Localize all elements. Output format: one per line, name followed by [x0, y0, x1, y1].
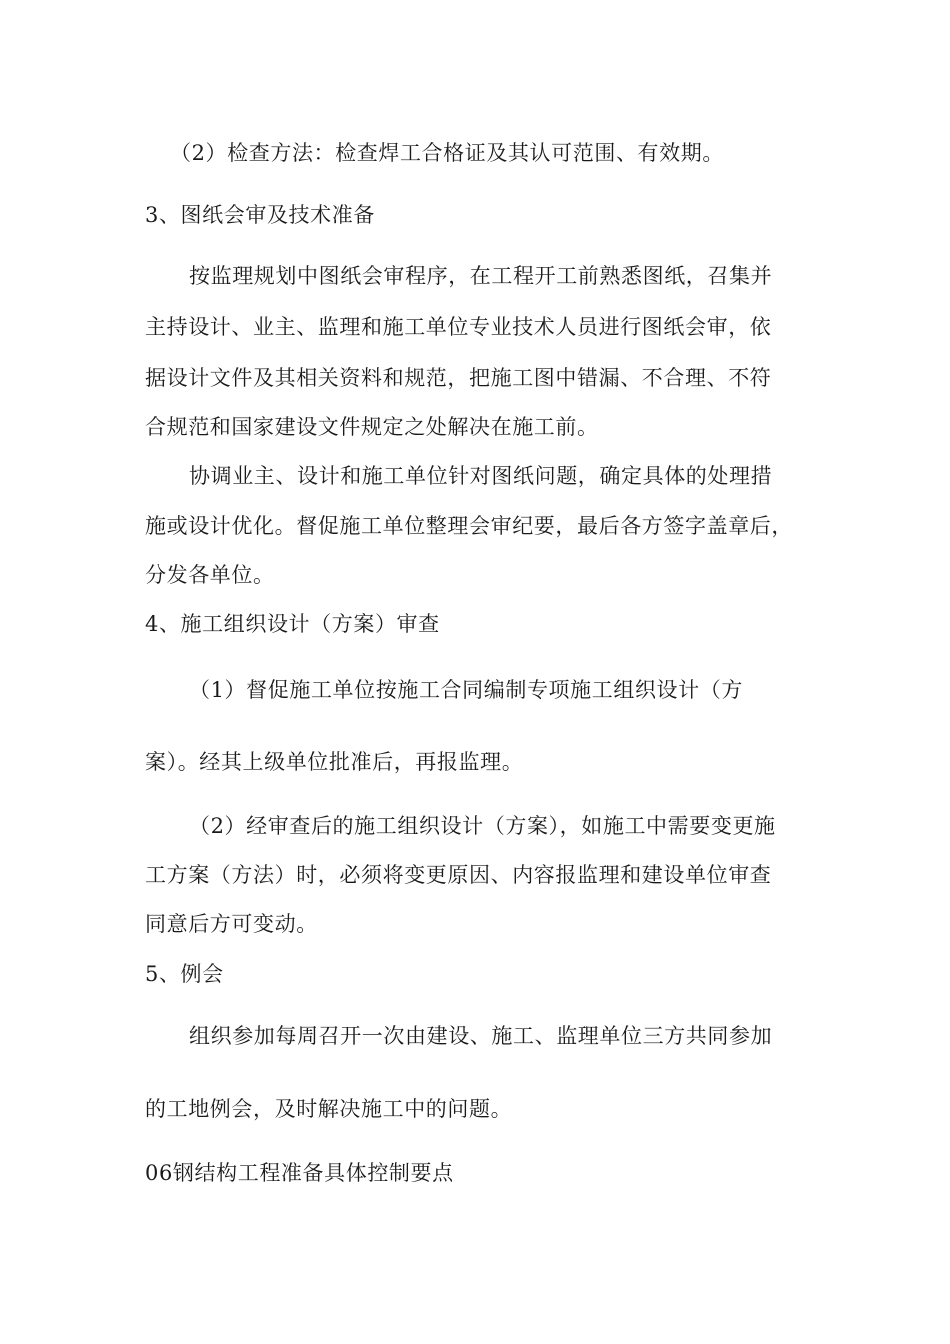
- paragraph-drawing-review-line-4: 合规范和国家建设文件规定之处解决在施工前。: [145, 415, 599, 439]
- heading-steel-structure-control-points: 06钢结构工程准备具体控制要点: [145, 1161, 454, 1185]
- paragraph-supervise-line-2: 案）。经其上级单位批准后，再报监理。: [145, 750, 524, 774]
- paragraph-drawing-review-line-3: 据设计文件及其相关资料和规范，把施工图中错漏、不合理、不符: [145, 366, 772, 390]
- paragraph-drawing-review-line-2: 主持设计、业主、监理和施工单位专业技术人员进行图纸会审，依: [145, 315, 772, 339]
- paragraph-after-review-line-3: 同意后方可变动。: [145, 912, 318, 936]
- paragraph-drawing-review-line-1: 按监理规划中图纸会审程序，在工程开工前熟悉图纸，召集并: [189, 264, 773, 288]
- paragraph-after-review-line-1: （2）经审查后的施工组织设计（方案），如施工中需要变更施: [189, 814, 776, 838]
- paragraph-supervise-line-1: （1）督促施工单位按施工合同编制专项施工组织设计（方: [189, 678, 743, 702]
- paragraph-meeting-line-1: 组织参加每周召开一次由建设、施工、监理单位三方共同参加: [189, 1024, 773, 1048]
- paragraph-meeting-line-2: 的工地例会，及时解决施工中的问题。: [145, 1097, 513, 1121]
- paragraph-inspection-method: （2）检查方法：检查焊工合格证及其认可范围、有效期。: [170, 141, 724, 165]
- paragraph-coordination-line-2: 施或设计优化。督促施工单位整理会审纪要，最后各方签字盖章后，: [145, 514, 793, 538]
- heading-regular-meeting: 5、例会: [145, 962, 224, 986]
- paragraph-coordination-line-1: 协调业主、设计和施工单位针对图纸问题，确定具体的处理措: [189, 464, 773, 488]
- heading-construction-organization-review: 4、施工组织设计（方案）审查: [145, 612, 440, 636]
- paragraph-coordination-line-3: 分发各单位。: [145, 563, 275, 587]
- heading-drawing-review: 3、图纸会审及技术准备: [145, 203, 375, 227]
- paragraph-after-review-line-2: 工方案（方法）时，必须将变更原因、内容报监理和建设单位审查: [145, 863, 772, 887]
